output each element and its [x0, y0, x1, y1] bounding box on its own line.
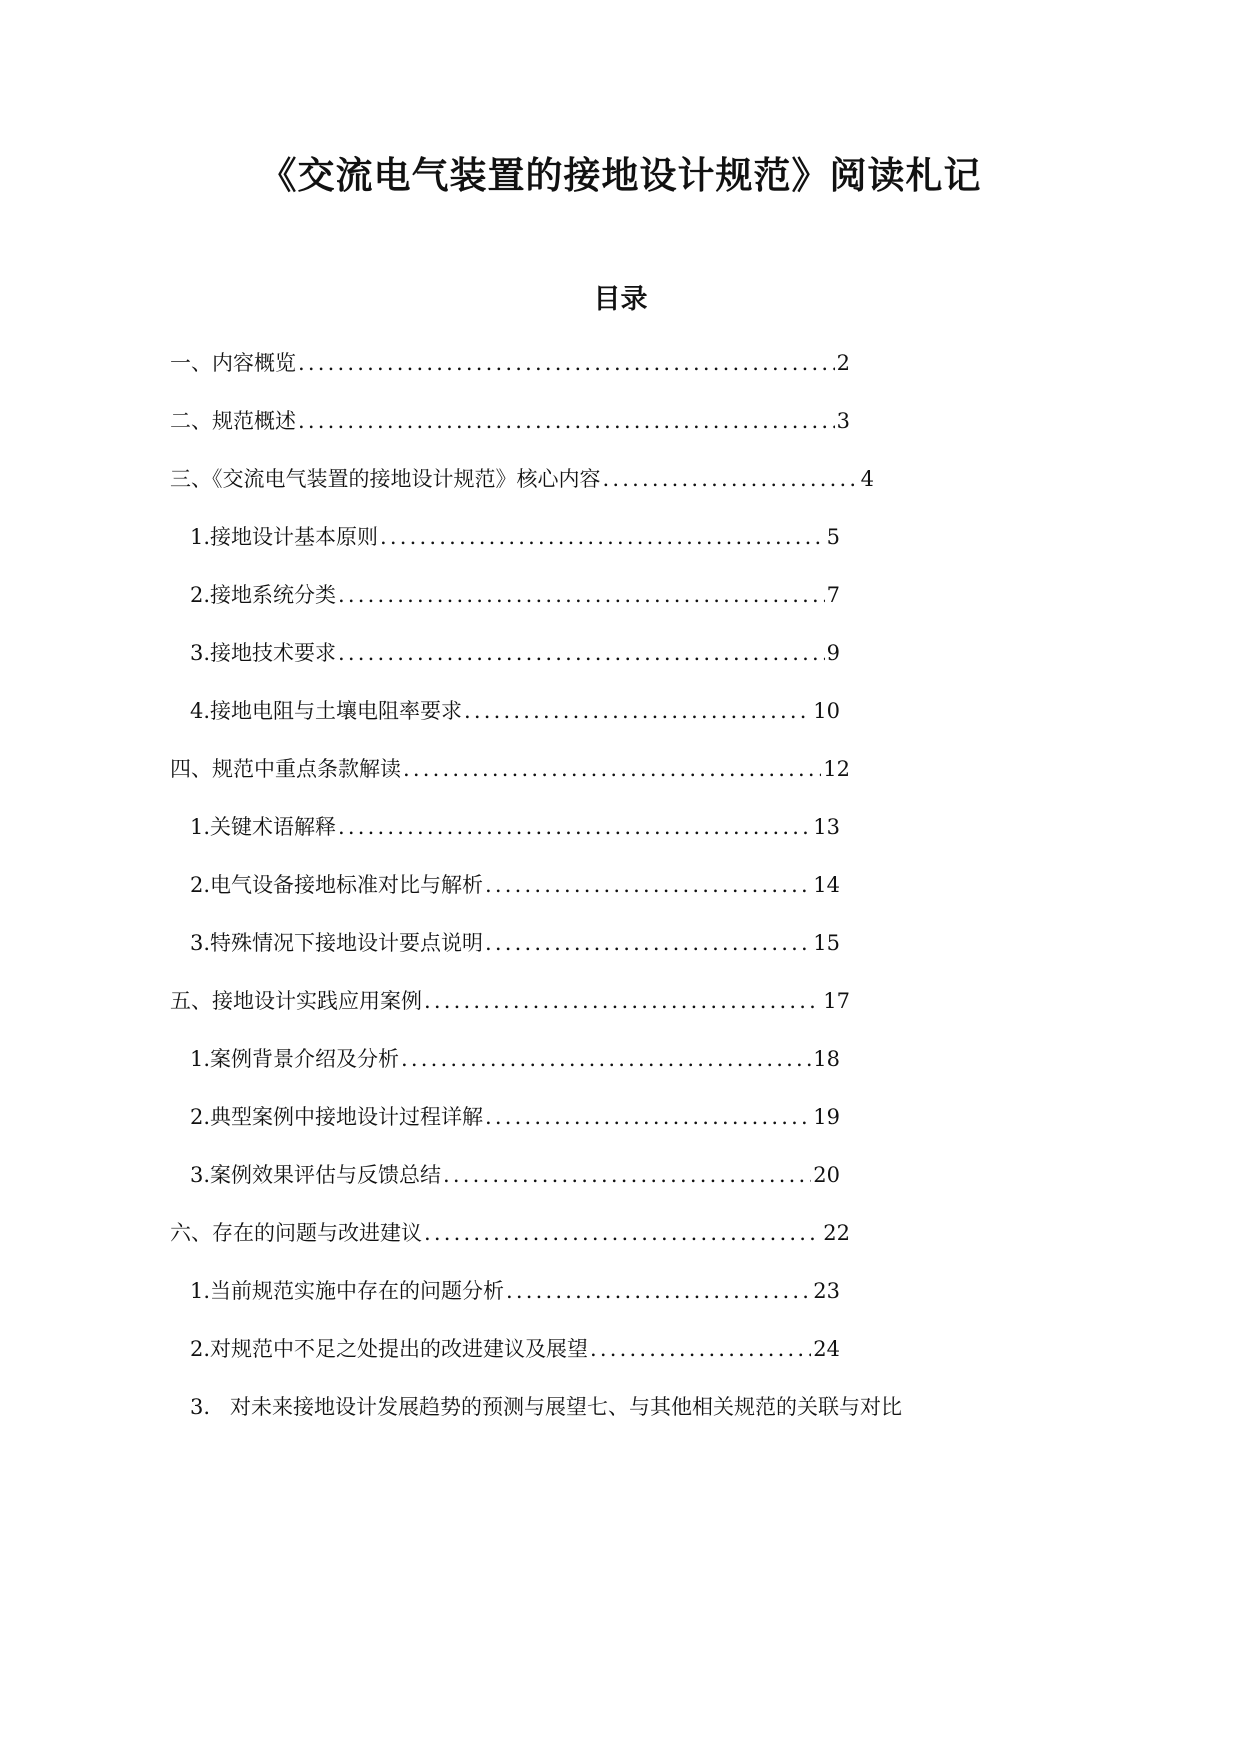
leader-dots: [422, 1215, 821, 1251]
toc-entry[interactable]: [190, 1273, 840, 1309]
toc-entry-text: 接地系统分类: [210, 583, 337, 607]
toc-entry[interactable]: [190, 1099, 840, 1135]
toc-entry-page: 9: [826, 641, 840, 665]
toc-entry-text: 案例背景介绍及分析: [210, 1047, 400, 1071]
leader-dots: [336, 577, 825, 613]
toc-entry-number: 1.: [190, 815, 211, 839]
toc-entry-page: 4: [860, 467, 874, 491]
toc-entry[interactable]: [170, 1215, 850, 1251]
leader-dots: [401, 751, 821, 787]
toc-entry-number: 1.: [190, 1047, 211, 1071]
toc-entry-text: 四、规范中重点条款解读: [170, 757, 401, 781]
toc-entry-number: 1.: [190, 525, 211, 549]
leader-dots: [441, 1157, 811, 1193]
toc-entry-page: 5: [826, 525, 840, 549]
toc-entry-page: 13: [813, 815, 840, 839]
leader-dots: [422, 983, 821, 1019]
leader-dots: [336, 809, 811, 845]
toc-entry[interactable]: [190, 1331, 840, 1367]
toc-entry[interactable]: [190, 1157, 840, 1193]
toc-entry-number: 4.: [190, 699, 211, 723]
toc-entry[interactable]: [190, 809, 840, 845]
document-title: 《交流电气装置的接地设计规范》阅读札记: [259, 153, 982, 197]
leader-dots: [296, 403, 835, 439]
toc-entry-page: 2: [836, 351, 850, 375]
toc-entry-number: 1.: [190, 1279, 211, 1303]
toc-entry[interactable]: [170, 461, 874, 497]
leader-dots: [504, 1273, 811, 1309]
leader-dots: [378, 519, 825, 555]
toc-entry[interactable]: [190, 577, 840, 613]
toc-entry[interactable]: [170, 345, 850, 381]
toc-entry[interactable]: [190, 925, 840, 961]
leader-dots: [588, 1331, 811, 1367]
toc-entry-page: 3: [836, 409, 850, 433]
toc-entry[interactable]: [190, 1041, 840, 1077]
toc-heading: 目录: [593, 284, 648, 315]
toc-entry-number: 3.: [190, 641, 211, 665]
toc-entry[interactable]: [190, 519, 840, 555]
toc-entry-text: 二、规范概述: [170, 409, 296, 433]
toc-entry-text: 典型案例中接地设计过程详解: [210, 1105, 484, 1129]
leader-dots: [399, 1041, 811, 1077]
toc-entry-page: 12: [823, 757, 850, 781]
leader-dots: [483, 867, 811, 903]
toc-entry[interactable]: [190, 867, 840, 903]
toc-entry[interactable]: [170, 983, 850, 1019]
toc-entry-page: 15: [813, 931, 840, 955]
toc-entry-text: 电气设备接地标准对比与解析: [210, 873, 484, 897]
toc-entry-page: 10: [813, 699, 840, 723]
toc-entry-page: 24: [813, 1337, 840, 1361]
toc-entry-page: 20: [813, 1163, 840, 1187]
toc-entry-text: 五、接地设计实践应用案例: [170, 989, 422, 1013]
toc-entry-page: 17: [823, 989, 850, 1013]
leader-dots: [483, 925, 811, 961]
leader-dots: [601, 461, 859, 497]
toc-entry[interactable]: [170, 403, 850, 439]
toc-entry-page: 14: [813, 873, 840, 897]
toc-entry-text: 对规范中不足之处提出的改进建议及展望: [210, 1337, 589, 1361]
toc-entry-number: 2.: [190, 583, 211, 607]
toc-entry-continuation[interactable]: [190, 1389, 902, 1425]
toc-entry-page: 23: [813, 1279, 840, 1303]
toc-entry-number: 2.: [190, 1105, 211, 1129]
toc-entry-text: 案例效果评估与反馈总结: [210, 1163, 442, 1187]
toc-entry-page: 18: [813, 1047, 840, 1071]
toc-entry-text: 接地设计基本原则: [210, 525, 379, 549]
toc-entry-number: 2.: [190, 873, 211, 897]
leader-dots: [296, 345, 835, 381]
leader-dots: [336, 635, 825, 671]
leader-dots: [483, 1099, 811, 1135]
toc-entry-number: 2.: [190, 1337, 211, 1361]
toc-entry-text: 对未来接地设计发展趋势的预测与展望七、与其他相关规范的关联与对比: [230, 1395, 902, 1419]
toc-entry-page: 22: [823, 1221, 850, 1245]
toc-entry-page: 7: [826, 583, 840, 607]
toc-entry-text: 接地电阻与土壤电阻率要求: [210, 699, 463, 723]
toc-entry-text: 当前规范实施中存在的问题分析: [210, 1279, 505, 1303]
toc-entry-text: 一、内容概览: [170, 351, 296, 375]
toc-entry-number: 3.: [190, 931, 211, 955]
toc-entry[interactable]: [190, 635, 840, 671]
toc-entry-text: 六、存在的问题与改进建议: [170, 1221, 422, 1245]
toc-entry-number: 3.: [190, 1163, 211, 1187]
toc-entry[interactable]: [190, 693, 840, 729]
toc-entry-text: 三、《交流电气装置的接地设计规范》核心内容: [170, 467, 601, 491]
toc-entry-text: 接地技术要求: [210, 641, 337, 665]
toc-entry-text: 特殊情况下接地设计要点说明: [210, 931, 484, 955]
toc-entry-text: 关键术语解释: [210, 815, 337, 839]
toc-entry-page: 19: [813, 1105, 840, 1129]
toc-entry[interactable]: [170, 751, 850, 787]
leader-dots: [462, 693, 811, 729]
toc-entry-number: 3.: [190, 1395, 211, 1419]
